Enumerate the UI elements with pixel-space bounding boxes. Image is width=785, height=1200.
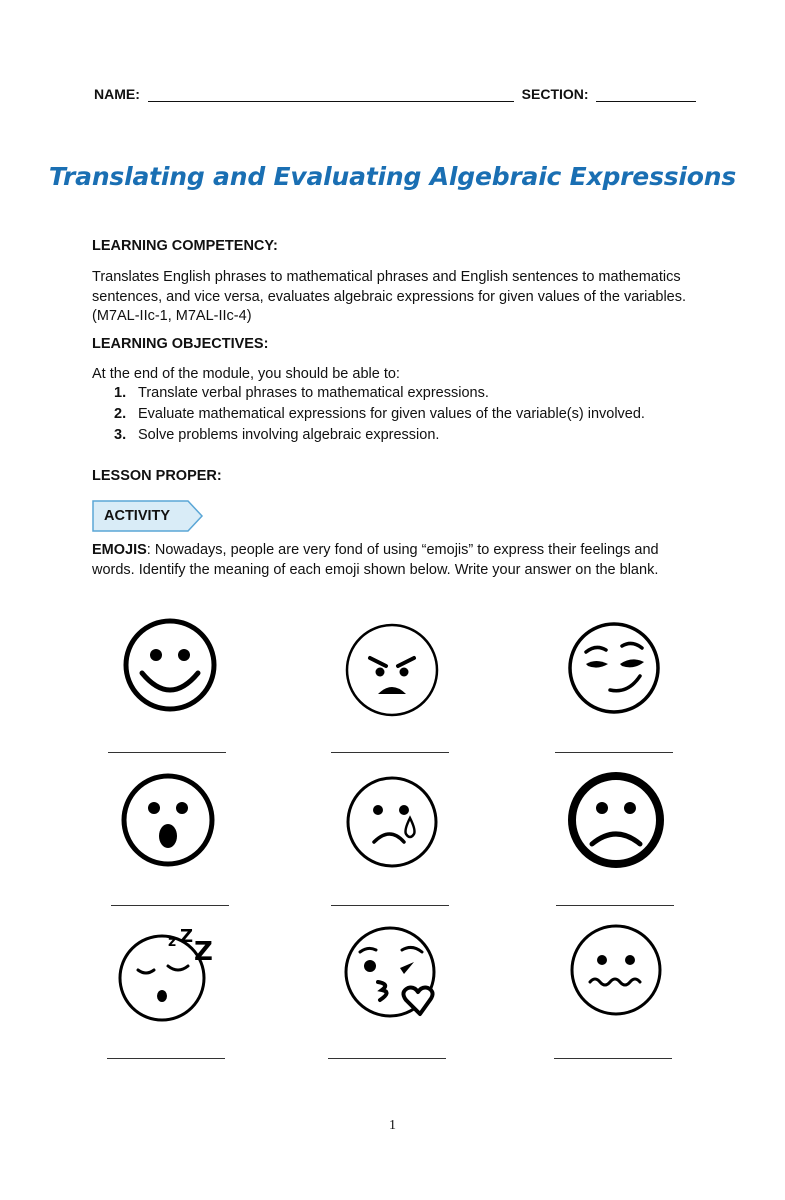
emojis-instructions [92,541,692,580]
smirking-face-icon [566,620,662,716]
list-item [114,383,645,404]
page-title: Translating and Evaluating Algebraic Expressions [48,162,737,191]
objectives-intro: At the end of the module, you should be able to: [92,366,400,382]
answer-blank[interactable] [555,752,673,753]
section-label: SECTION: [521,86,589,102]
answer-blank[interactable] [108,752,226,753]
sad-face-icon [566,770,666,870]
list-text: Translate verbal phrases to mathematical expressions. [138,385,489,401]
emojis-lead: EMOJIS [92,542,147,558]
answer-blank[interactable] [107,1058,225,1059]
surprised-face-icon [120,772,216,868]
objectives-heading: LEARNING OBJECTIVES: [92,336,269,352]
competency-text: Translates English phrases to mathematical phrases and English sentences to mathematics sentences, and vice versa, evaluates algebraic expressions for given values of the variables. (M7AL-IIc-1, M7AL-IIc-4) [92,269,687,324]
smiling-face-icon [122,617,218,713]
emojis-text: : Nowadays, people are very fond of using “emojis” to express their feelings and words. Identify the meaning of each emoji shown below. Write your answer on the blank. [92,542,659,578]
crying-face-icon [344,774,440,870]
nervous-face-icon [568,922,664,1018]
kissing-face-icon [342,922,446,1026]
name-blank[interactable] [148,87,514,102]
activity-label: ACTIVITY [104,508,171,524]
svg-text:Z: Z [180,926,194,947]
angry-face-icon [344,622,440,718]
list-item [114,404,645,425]
name-label: NAME: [94,86,140,102]
svg-text:z: z [168,934,177,950]
list-number: 3. [114,427,127,443]
answer-blank[interactable] [554,1058,672,1059]
activity-tag [92,500,204,537]
list-text: Solve problems involving algebraic expression. [138,427,440,443]
list-text: Evaluate mathematical expressions for given values of the variable(s) involved. [138,406,645,422]
page-number: 1 [389,1118,396,1133]
answer-blank[interactable] [331,752,449,753]
objectives-list [114,383,645,446]
list-item [114,425,645,446]
answer-blank[interactable] [331,905,449,906]
answer-blank[interactable] [328,1058,446,1059]
competency-heading: LEARNING COMPETENCY: [92,238,278,254]
section-blank[interactable] [596,87,696,102]
sleeping-face-icon [116,924,226,1024]
lesson-heading: LESSON PROPER: [92,468,222,484]
answer-blank[interactable] [111,905,229,906]
student-header [94,86,694,106]
svg-text:Z: Z [194,937,213,967]
answer-blank[interactable] [556,905,674,906]
list-number: 2. [114,406,127,422]
list-number: 1. [114,385,127,401]
